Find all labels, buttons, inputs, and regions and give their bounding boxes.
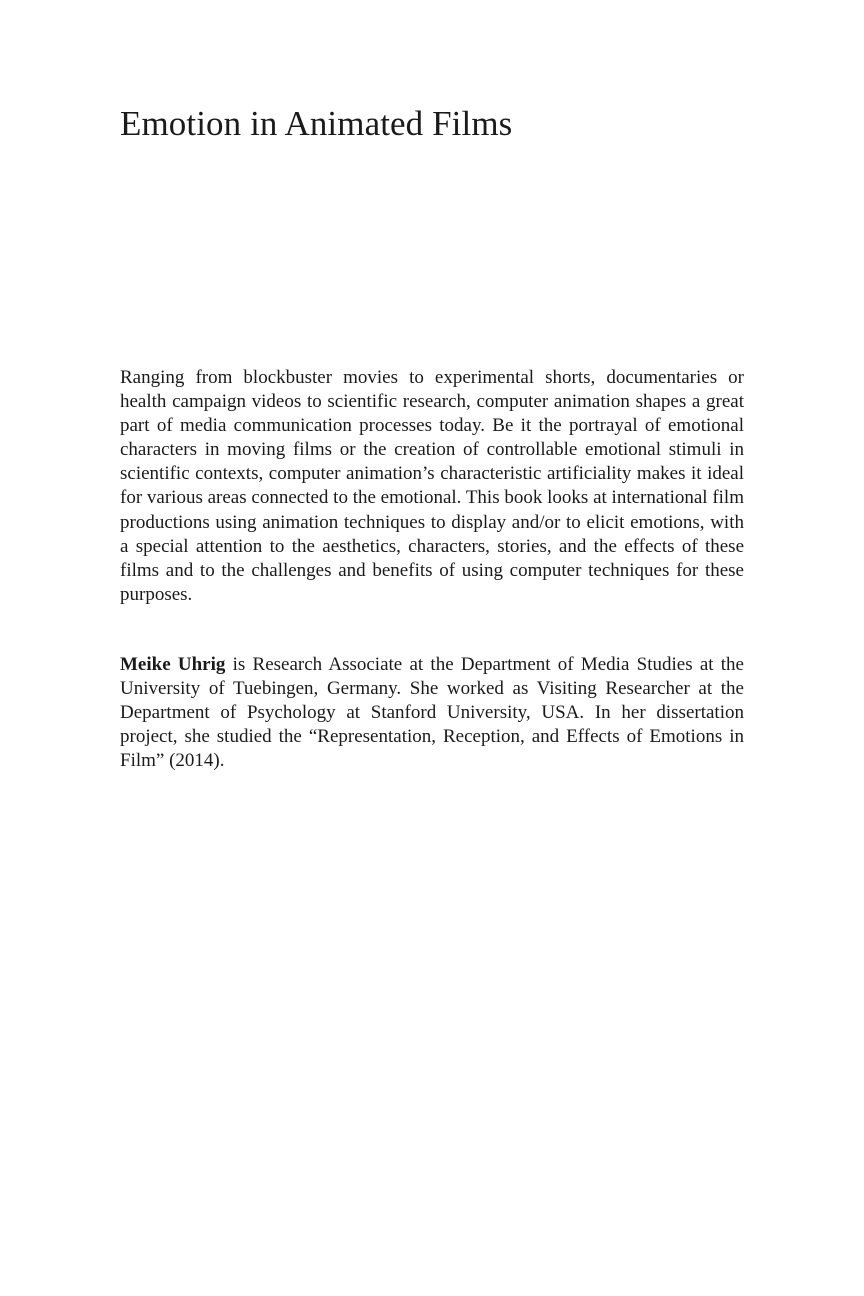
- author-bio-text: is Research Associate at the Department of Media Studies at the University of Tuebingen, Germany. She worked as Visiting Researcher at the Department of Psychology at Stanford University, USA. In her dissertation project, she studied the “Representation, Reception, and Effects of Emotions in Film” (2014).: [120, 654, 744, 772]
- author-name: Meike Uhrig: [120, 654, 226, 675]
- author-bio: [120, 653, 744, 773]
- book-description: Ranging from blockbuster movies to experimental shorts, documentaries or health campaign videos to scientific research, computer animation shapes a great part of media communication processes today. Be it the portrayal of emotional characters in moving films or the creation of controllable emotional stimuli in scientific contexts, computer animation’s characteristic artificiality makes it ideal for various areas connected to the emotional. This book looks at international film productions using animation techniques to display and/or to elicit emotions, with a special attention to the aesthetics, characters, stories, and the effects of these films and to the challenges and benefits of using computer techniques for these purposes.: [120, 367, 744, 605]
- page-title: Emotion in Animated Films: [120, 104, 513, 143]
